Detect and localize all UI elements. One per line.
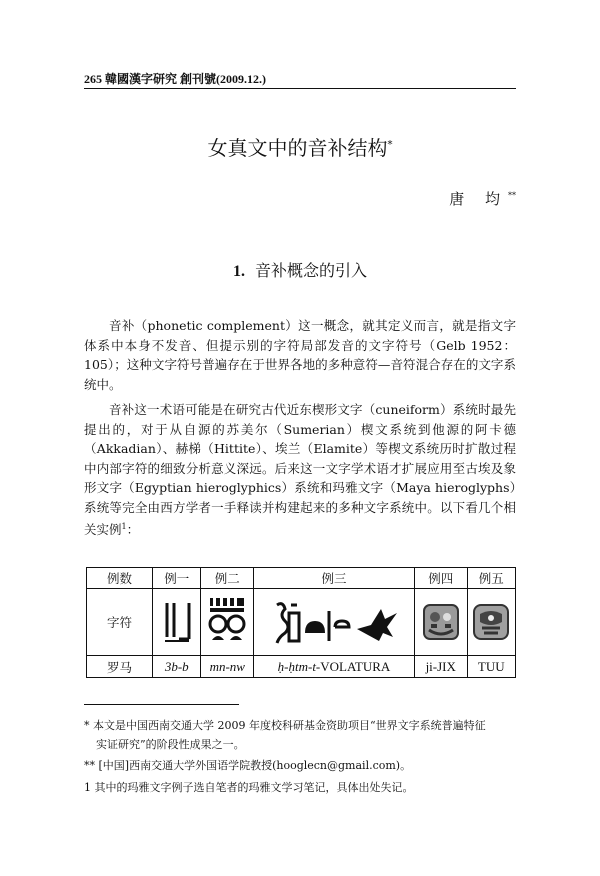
roman-cell-3-plain: VOLATURA	[320, 658, 391, 674]
egyptian-hieroglyph-2-icon	[207, 594, 247, 650]
maya-glyph-2-icon	[471, 602, 511, 642]
paper-title	[0, 132, 600, 161]
glyph-cell-4	[414, 589, 467, 656]
table-glyph-row	[87, 589, 516, 656]
header-cell: 例五	[467, 568, 515, 589]
roman-cell-2: mn-nw	[201, 656, 254, 678]
header-cell: 例四	[414, 568, 467, 589]
glyph-row-label: 字符	[87, 589, 153, 656]
paragraph-2	[84, 400, 516, 540]
header-cell: 例二	[201, 568, 254, 589]
footnote-text-cont: 实证研究”的阶段性成果之一。	[96, 738, 245, 751]
author-name: 唐 均	[449, 190, 508, 208]
footnote-text: 本文是中国西南交通大学 2009 年度校科研基金资助项目“世界文字系统普遍特征	[93, 719, 486, 732]
running-header: 265 韓國漢字研究 創刊號(2009.12.)	[84, 72, 266, 86]
paragraph-1-text: 音补（phonetic complement）这一概念，就其定义而言，就是指文字体系中本身不发音、但提示别的字符局部发音的文字符号（Gelb 1952：105）；这种文字符号普遍存在于世界各地的多种意符—音符混合存在的文字系统中。	[84, 318, 516, 392]
roman-cell-1: 3b-b	[153, 656, 201, 678]
footnote-ref-1[interactable]: 1	[121, 522, 127, 531]
footnote-double-star	[84, 756, 524, 775]
footnote-1	[84, 778, 524, 797]
paragraph-2-text: 音补这一术语可能是在研究古代近东楔形文字（cuneiform）系统时最先提出的，对于从自源的苏美尔（Sumerian）楔文系统到他源的阿卡德（Akkadian）、赫梯（Hittite）、埃兰（Elamite）等楔文系统历时扩散过程中内部字符的细致分析意义深远。后来这一文字学术语才扩展应用至古埃及象形文字（Egyptian hieroglyphics）系统和玛雅文字（Maya hieroglyphs）系统等完全由西方学者一手释读并构建起来的多种文字系统中。以下看几个相关实例	[84, 402, 516, 538]
section-heading	[0, 258, 600, 281]
paragraph-1	[84, 316, 516, 394]
footnote-mark: **	[84, 759, 95, 772]
footnote-rule	[84, 704, 239, 705]
footnote-mark: *	[84, 719, 90, 732]
header-cell: 例数	[87, 568, 153, 589]
egyptian-hieroglyph-3-icon	[269, 599, 399, 645]
title-footnote-mark[interactable]: *	[387, 139, 393, 151]
glyph-cell-5	[467, 589, 515, 656]
egyptian-hieroglyph-1-icon	[162, 599, 192, 645]
section-title: 音补概念的引入	[254, 261, 367, 280]
glyph-cell-2	[201, 589, 254, 656]
roman-cell-3-italic: ḥ-ḥtm-t-	[277, 658, 321, 674]
maya-glyph-1-icon	[421, 602, 461, 642]
footnote-text: [中国]西南交通大学外国语学院教授(hooglecn@gmail.com)。	[98, 759, 412, 772]
footnote-mark: 1	[84, 781, 91, 794]
header-cell: 例一	[153, 568, 201, 589]
section-number: 1.	[232, 263, 245, 280]
roman-cell-5: TUU	[467, 656, 515, 678]
footnote-text: 其中的玛雅文字例子选自笔者的玛雅文学习笔记，具体出处失记。	[94, 781, 414, 794]
title-text: 女真文中的音补结构	[207, 136, 388, 160]
author	[449, 188, 516, 209]
glyph-cell-3	[254, 589, 415, 656]
header-rule	[84, 88, 516, 89]
glyph-cell-1	[153, 589, 201, 656]
roman-cell-3	[254, 656, 415, 678]
roman-row-label: 罗马	[87, 656, 153, 678]
header-cell: 例三	[254, 568, 415, 589]
table-header-row	[87, 568, 516, 589]
roman-cell-4: ji-JIX	[414, 656, 467, 678]
author-footnote-mark[interactable]: **	[508, 191, 516, 200]
examples-table	[86, 567, 516, 678]
footnote-star	[84, 716, 524, 754]
table-roman-row	[87, 656, 516, 678]
paragraph-2-end: ：	[126, 522, 140, 538]
